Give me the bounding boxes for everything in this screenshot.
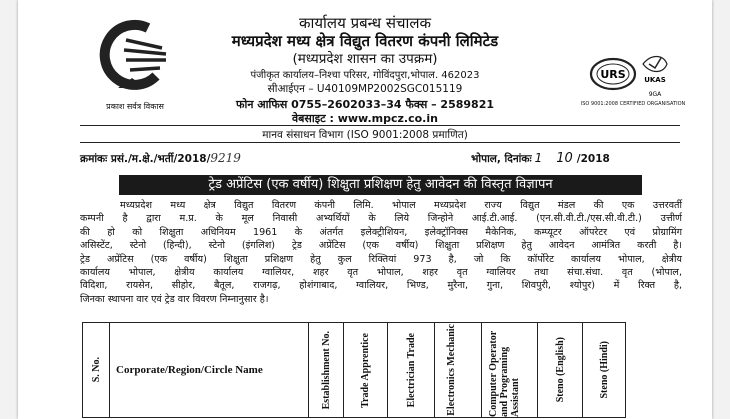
body-line: असिस्टेंट, स्टेनो (हिन्दी), स्टेनो (इंगलिश) ट्रेड अप्रेंटिस (एक वर्षीय) शिक्षुता प्रशिक्षण हेतु आवेदन आमंत्रित करती है। [80,240,682,252]
reference-date [471,151,610,166]
body-line: कम्पनी है द्वारा म.प्र. के मूल निवासी अभ्यर्थियों के लिये जिन्होने आई.टी.आई. (एन.सी.वी.टी./एस.सी.वी.टी.) उत्तीर्ण [80,213,682,225]
advertisement-title-banner: ट्रेड अप्रेंटिस (एक वर्षीय) शिक्षुता प्रशिक्षण हेतु आवेदन की विस्तृत विज्ञापन [119,175,642,195]
header-rule-top [80,125,680,126]
body-paragraph [80,199,682,306]
header-sno: S. No. [83,323,110,418]
header-name: Corporate/Region/Circle Name [110,323,309,418]
ukas-label: UKAS [644,76,666,84]
header-electrician: Electrician Trade [388,323,435,418]
cert-badge-text: URS [600,68,626,81]
department-line: मानव संसाधन विभाग (ISO 9001:2008 प्रमाणित) [262,129,468,141]
header-trade-apprentice: Trade Apprentice [344,323,388,418]
table-header-row [83,323,626,418]
company-name: मध्यप्रदेश मध्य क्षेत्र विद्युत वितरण कंपनी लिमिटेड [231,32,499,50]
header-electronics: Electronics Mechanic [435,323,482,418]
cert-caption: ISO 9001:2008 CERTIFIED ORGANISATION [580,101,686,107]
reference-label: क्रमांकः प्रसं./म.क्षे./भर्ती/2018/ [80,153,211,165]
header-steno-hindi: Steno (Hindi) [583,323,626,418]
reference-number [80,151,241,166]
reference-handwritten: 9219 [210,151,241,165]
date-year: /2018 [576,153,610,165]
website: वेबसाइट : www.mpcz.co.in [292,112,438,125]
header-establishment: Establishment No. [309,323,344,418]
cin-number: सीआईएन – U40109MP2002SGC015119 [267,83,463,95]
certification-badge-icon [581,50,681,108]
header-steno-english: Steno (English) [538,323,583,418]
cert-code: 9GA [648,91,662,98]
body-line: जिनका स्थापना वार एवं ट्रेड वार विवरण निम्नानुसार है। [80,293,269,305]
date-label: भोपाल, दिनांकः [471,153,532,165]
body-line: विदिशा, रायसेन, सीहोर, बैतूल, राजगढ़, होशंगाबाद, ग्वालियर, भिण्ड, मुरैना, गुना, शिवपुरी, श्योपुर) में रिक्त है, [80,280,682,292]
body-line: मध्यप्रदेश मध्य क्षेत्र विद्युत वितरण कंपनी लिमि. भोपाल मध्यप्रदेश राज्य विद्युत मंडल की एक उत्तरवर्ती [120,200,682,211]
logo-caption: प्रकाश सर्वत्र विकास [106,102,164,111]
header-computer-operator: Computer Operator and Programing Assistant [482,323,538,418]
body-line: कार्यालय भोपाल, क्षेत्रीय कार्यालय ग्वालियर, शहर वृत भोपाल, शहर वृत ग्वालियर तथा संचा.संधा. वृत (भोपाल, [80,266,682,278]
date-day: 1 [534,151,543,165]
date-month: 10 [556,151,573,166]
header-rule-bottom [80,142,680,143]
body-line: ट्रेड अप्रेंटिस (एक वर्षीय) शिक्षुता प्रशिक्षण हेतु कुल रिक्तियां 973 है, जो कि कॉर्पोरेट कार्यालय भोपाल, क्षेत्रीय [80,253,683,265]
office-title: कार्यालय प्रबन्ध संचालक [298,14,432,32]
undertaking-line: (मध्यप्रदेश शासन का उपक्रम) [292,51,438,67]
body-line: की हो को शिक्षुता अधिनियम 1961 के अंतर्गत इलेक्ट्रीशियन, इलेक्ट्रॉनिक्स मैकेनिक, कम्प्यूटर ऑपरेटर एवं प्रोग्रामिंग [80,226,682,238]
phone-fax: फोन आफिस 0755–2602033–34 फैक्स – 2589821 [235,98,494,111]
vacancy-table [82,322,626,418]
registered-office: पंजीकृत कार्यालय–निश्चा परिसर, गोविंदपुरा,भोपाल. 462023 [250,70,480,81]
document-page [18,0,712,419]
